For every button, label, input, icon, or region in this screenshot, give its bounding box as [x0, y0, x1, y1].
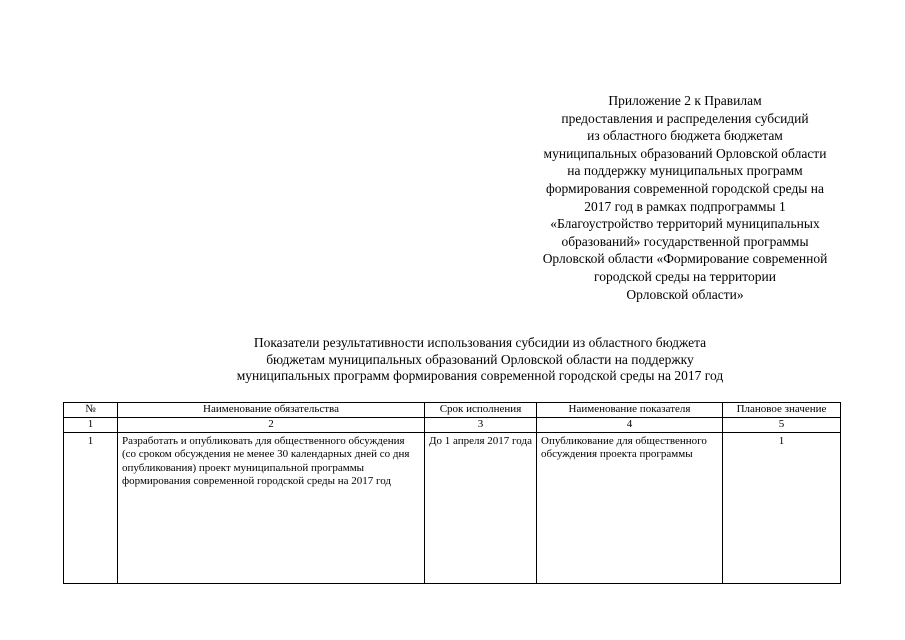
title-line: Показатели результативности использования субсидии из областного бюджета [253, 335, 707, 350]
title-line: бюджетам муниципальных образований Орловской области на поддержку [266, 351, 694, 367]
appendix-line: на поддержку муниципальных программ [567, 163, 803, 179]
table-header-row [64, 403, 841, 418]
appendix-line: «Благоустройство территорий муниципальных [550, 216, 820, 232]
column-number: 4 [537, 418, 723, 433]
appendix-line: Орловской области «Формирование современной [542, 251, 828, 267]
appendix-line: 2017 год в рамках подпрограммы 1 [584, 198, 786, 214]
header-obligation: Наименование обязательства [118, 403, 425, 418]
table-row [64, 432, 841, 583]
appendix-line: образований» государственной программы [561, 233, 809, 249]
appendix-line: муниципальных образований Орловской области [543, 145, 827, 161]
header-deadline: Срок исполнения [425, 403, 537, 418]
document-title [140, 335, 820, 385]
header-indicator: Наименование показателя [537, 403, 723, 418]
row-number: 1 [64, 432, 118, 583]
row-deadline: До 1 апреля 2017 года [425, 432, 537, 583]
appendix-line: формирования современной городской среды на [546, 180, 824, 196]
header-planned-value: Плановое значение [723, 403, 841, 418]
row-obligation: Разработать и опубликовать для общественного обсуждения (со сроком обсуждения не менее 30 календарных дней со дня опубликования) проект муниципальной программы формирования современной городской среды на 2017 год [118, 432, 425, 583]
title-line: муниципальных программ формирования современной городской среды на 2017 год [236, 368, 724, 383]
appendix-line: из областного бюджета бюджетам [587, 128, 783, 144]
row-planned-value: 1 [723, 432, 841, 583]
column-number-row [64, 418, 841, 433]
appendix-line: Приложение 2 к Правилам [608, 93, 762, 108]
column-number: 1 [64, 418, 118, 433]
column-number: 2 [118, 418, 425, 433]
appendix-header [505, 92, 865, 303]
column-number: 3 [425, 418, 537, 433]
appendix-line: городской среды на территории [594, 268, 776, 284]
row-indicator: Опубликование для общественного обсуждения проекта программы [537, 432, 723, 583]
header-number: № [64, 403, 118, 418]
appendix-line: предоставления и распределения субсидий [561, 110, 809, 126]
indicators-table [63, 402, 841, 584]
appendix-line: Орловской области» [626, 286, 744, 302]
column-number: 5 [723, 418, 841, 433]
